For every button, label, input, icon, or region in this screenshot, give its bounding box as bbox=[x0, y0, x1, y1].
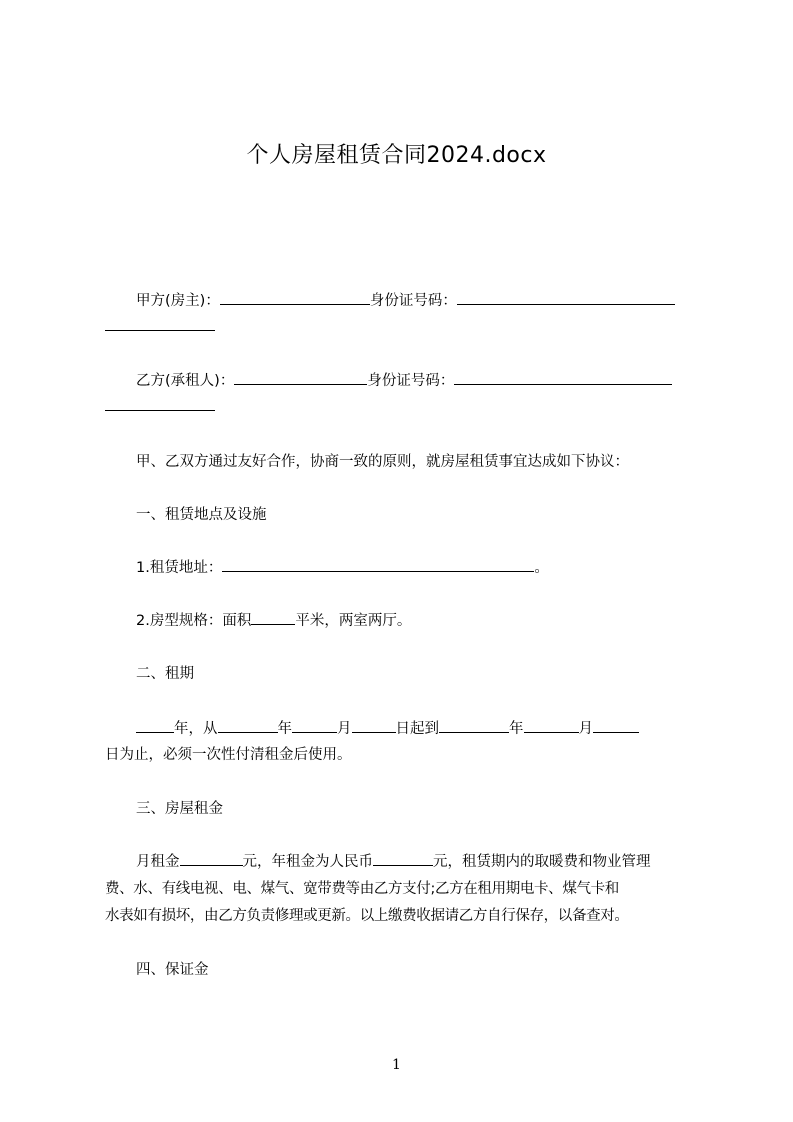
party-b-label: 乙方(承租人)： bbox=[136, 373, 235, 389]
term-text-5: 年 bbox=[509, 721, 524, 737]
rent-line-2: 费、水、有线电视、电、煤气、宽带费等由乙方支付;乙方在租用期电卡、煤气卡和 bbox=[105, 881, 619, 897]
term-line bbox=[105, 716, 736, 742]
start-year-blank bbox=[218, 718, 278, 733]
term-text-2: 年 bbox=[277, 721, 292, 737]
monthly-rent-blank bbox=[180, 851, 243, 866]
section1-heading: 一、租赁地点及设施 bbox=[136, 507, 267, 523]
term-text-3: 月 bbox=[337, 721, 352, 737]
spec-label: 2.房型规格：面积 bbox=[136, 613, 252, 629]
spec-tail: 平米，两室两厅。 bbox=[295, 613, 412, 629]
spec-line bbox=[105, 608, 736, 634]
address-line bbox=[105, 555, 736, 581]
start-month-blank bbox=[292, 718, 337, 733]
address-end: 。 bbox=[534, 560, 549, 576]
term-years-blank bbox=[136, 718, 174, 733]
party-b-id-blank-cont bbox=[105, 396, 215, 411]
term-text-6: 月 bbox=[578, 721, 593, 737]
rent-line-3: 水表如有损坏，由乙方负责修理或更新。以上缴费收据请乙方自行保存，以备查对。 bbox=[105, 908, 629, 924]
end-day-blank bbox=[593, 718, 639, 733]
party-b-id-blank bbox=[454, 370, 672, 385]
party-a-id-blank bbox=[457, 290, 675, 305]
term-text-1: 年，从 bbox=[174, 721, 218, 737]
term-text-4: 日起到 bbox=[395, 721, 439, 737]
rent-tail: 元，租赁期内的取暖费和物业管理 bbox=[433, 854, 651, 870]
address-label: 1.租赁地址： bbox=[136, 560, 223, 576]
party-b-id-label: 身份证号码： bbox=[367, 373, 455, 389]
section2-heading: 二、租期 bbox=[136, 666, 194, 682]
rent-mid: 元，年租金为人民币 bbox=[242, 854, 373, 870]
start-day-blank bbox=[352, 718, 396, 733]
party-b-line bbox=[105, 368, 736, 394]
party-a-line-cont bbox=[105, 314, 705, 340]
rent-label: 月租金 bbox=[136, 854, 180, 870]
area-blank bbox=[251, 610, 295, 625]
party-a-id-blank-cont bbox=[105, 316, 215, 331]
party-b-name-blank bbox=[234, 370, 367, 385]
term-line-cont: 日为止，必须一次性付清租金后使用。 bbox=[105, 747, 352, 763]
intro-paragraph: 甲、乙双方通过友好合作，协商一致的原则，就房屋租赁事宜达成如下协议： bbox=[136, 454, 629, 470]
section3-heading: 三、房屋租金 bbox=[136, 801, 223, 817]
address-blank bbox=[222, 557, 534, 572]
end-year-blank bbox=[439, 718, 509, 733]
end-month-blank bbox=[524, 718, 579, 733]
rent-line-1 bbox=[105, 849, 736, 875]
party-b-line-cont bbox=[105, 394, 705, 420]
section4-heading: 四、保证金 bbox=[136, 962, 209, 978]
party-a-id-label: 身份证号码： bbox=[369, 293, 457, 309]
document-title: 个人房屋租赁合同2024.docx bbox=[246, 143, 547, 168]
party-a-label: 甲方(房主)： bbox=[136, 293, 220, 309]
party-a-line bbox=[105, 288, 736, 314]
party-a-name-blank bbox=[220, 290, 370, 305]
annual-rent-blank bbox=[373, 851, 433, 866]
page-number: 1 bbox=[392, 1057, 401, 1073]
